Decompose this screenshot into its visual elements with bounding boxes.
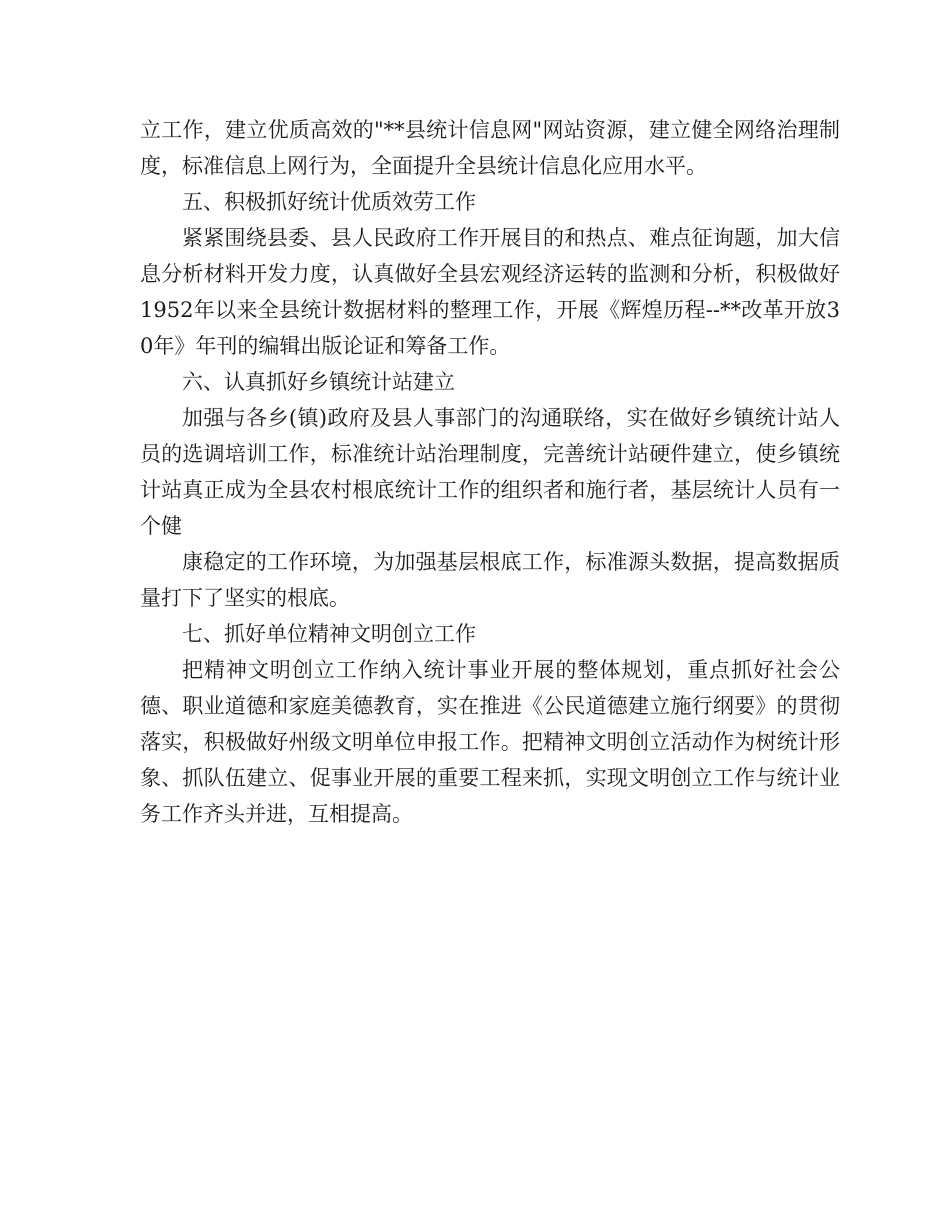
paragraph-section-5: 紧紧围绕县委、县人民政府工作开展目的和热点、难点征询题，加大信息分析材料开发力度，认真做好全县宏观经济运转的监测和分析，积极做好1952年以来全县统计数据材料的整理工作，开展《辉煌历程--**改革开放30年》年刊的编辑出版论证和筹备工作。	[140, 226, 840, 358]
document-body	[140, 112, 840, 832]
paragraph-section-6-continued: 康稳定的工作环境，为加强基层根底工作，标准源头数据，提高数据质量打下了坚实的根底。	[140, 550, 840, 610]
section-heading-5: 五、积极抓好统计优质效劳工作	[182, 190, 476, 214]
paragraph-continuation: 立工作，建立优质高效的"**县统计信息网"网站资源，建立健全网络治理制度，标准信息上网行为，全面提升全县统计信息化应用水平。	[140, 118, 840, 178]
section-heading-6: 六、认真抓好乡镇统计站建立	[182, 370, 455, 394]
paragraph-section-7: 把精神文明创立工作纳入统计事业开展的整体规划，重点抓好社会公德、职业道德和家庭美德教育，实在推进《公民道德建立施行纲要》的贯彻落实，积极做好州级文明单位申报工作。把精神文明创立活动作为树统计形象、抓队伍建立、促事业开展的重要工程来抓，实现文明创立工作与统计业务工作齐头并进，互相提高。	[140, 658, 840, 826]
paragraph-section-6: 加强与各乡(镇)政府及县人事部门的沟通联络，实在做好乡镇统计站人员的选调培训工作，标准统计站治理制度，完善统计站硬件建立，使乡镇统计站真正成为全县农村根底统计工作的组织者和施行者，基层统计人员有一个健	[140, 406, 840, 538]
section-heading-7: 七、抓好单位精神文明创立工作	[182, 622, 476, 646]
